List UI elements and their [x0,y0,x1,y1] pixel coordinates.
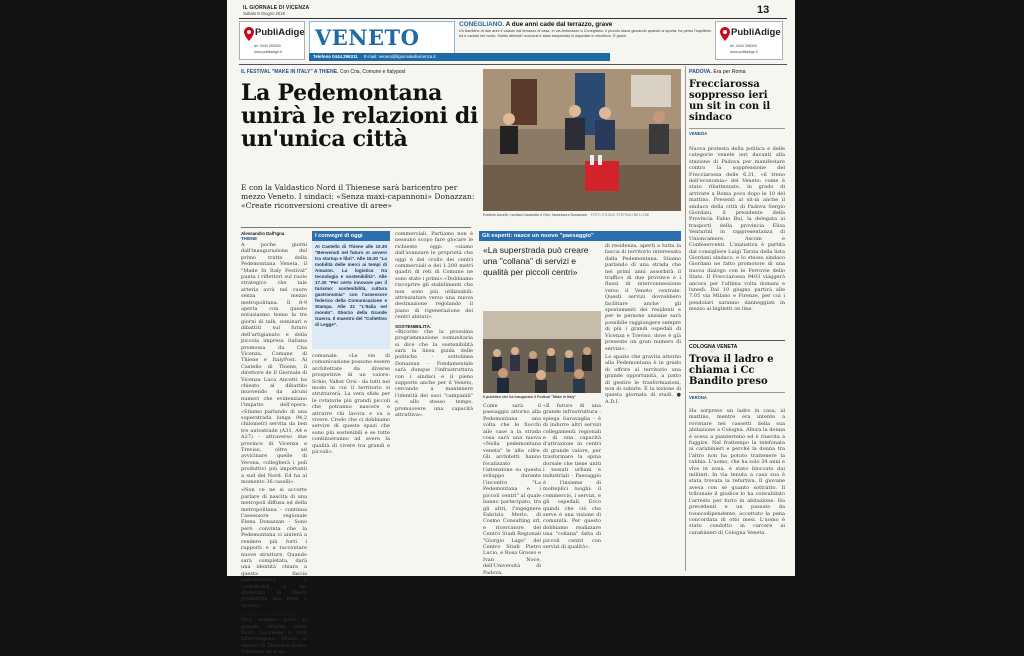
main-kicker-rest: Con Cna, Comune e Italypost [339,69,406,75]
experts-title: Gli esperti: nasce un nuovo "paesaggio" [479,231,681,241]
main-photo-credit: FOTO STUDIO STEFANO BELLONI [590,213,650,217]
main-photo [483,69,681,211]
main-col1-text-c: Non sempre però la grande riforma viene fuori. Lucchese e tutti intervengono. Grazie ai sindaci di Thiene e Schio-Valdagno ne è un [241,617,309,656]
main-col3-text-b: «Ricordo che la prossima programmazione comunitaria si dice che la sostenibilità sarà la linea guida delle politiche - sottolinea Donazzan - Fondamentale sarà dunque l'infrastruttura con i sindaci e il pieno supporto anche per il Veneto, cercando a mantenere l'identità dei suoi "campanili" e, allo stesso tempo, promuovere una capacità attrattiva». [395,328,475,418]
top-news-text: Un bambino di due anni è caduto dal terrazzo di casa, in via Antonazzo a Conegliano. Il piccolo stava giocando quando si sporta, ha perso l'equilibrio ed è caduto nel vuoto. Subito allertati i soccorsi è stato trasportato in ospedale in elicottero. È grave. [459,29,713,38]
main-photo-caption-row [483,213,681,217]
main-col3-text: commerciali. Partiamo non è nessuno scopo fare giocare le richieste oggi: «siamo dall'avanzare le proprietà che oggi è del crollo dei centri commerciali e dei 1.200 metri quadri di reti di Comune ne sono state i primi».«Dobbiamo riscoprire gli stabilimenti che non sono più utilizzabili: attrezzature verso una nuova destinazione regolando il piano di rigenerazione dei centri abitati». [395,231,475,321]
ad-right [715,21,783,60]
audience-photo [483,311,601,393]
main-col1-subheading: VICENZA O LONTANANZA? [241,612,302,618]
paper-date: Sabato 8 Giugno 2019 [243,11,285,16]
main-kicker [241,69,491,75]
main-headline: La Pedemontana unirà le relazioni di un'unica città [241,80,479,152]
main-col2-text: comunale. «Le vie di comunicazione possono essere architettate da diverse prospettive di un valore: Schio, Valter Orsi - da tutti nel modo in cui il territorio si strutturerà. La vera sfida per le rotatorie più grandi piccoli che potranno nascere e attrarre chi lavora e va a vivere. Credo che ci dobbiamo servire di queste spazi che sono più sostenibili e se tutte continueranno ad avere la qualità di vivere tra grandi e piccoli». [312,353,392,456]
top-news-heading [459,21,711,28]
section-phone: Telefono 0444.396311 [313,54,358,59]
main-col1-text-b: «Non ce ne si accorte parlare di nascita di una metropoli diffusa ed della metropolitana - continua l'assessore regionale Elena Donazzan - Sono però convinta che la Pedemontana ci aiuterà a rendere più forti i rapporti e a raccontare nuove strutture. Quando sarà completata, darà una identità chiara a questa fascia pedemontana, e contribuirà a far diventare la filiera produttiva più forte e vicina». [241,487,309,609]
sidebar-story-cologna [689,344,785,572]
top-news-headline: A due anni cade dal terrazzo, grave [505,21,613,28]
main-photo-caption: Roberto Ancetti, i sindaci Casarotto e Orsi, l'assessore Donazzan [483,213,587,217]
publiadige-logo-icon [244,26,254,40]
sidebar-story2-kicker: COLOGNA VENETA [689,344,738,350]
sidebar-story2-place: VERONA [689,395,707,400]
experts-quote: «La superstrada può creare una "collana" di servizi e qualità per piccoli centri» [483,245,589,277]
section-name: VENETO [315,25,420,50]
conference-photo-icon [483,69,681,211]
events-box [312,241,390,349]
experts-right-column [605,243,681,573]
paper-name: IL GIORNALE DI VICENZA [243,5,310,11]
ad-left [239,21,305,60]
experts-article [479,231,683,576]
main-byline-place: THIENE [241,236,258,241]
sidebar-story1-text: Nuova protesta della politica e delle categorie venete ieri davanti alla stazione di Padova per manifestare contro la soppressione del Frecciarossa delle 6.31, «il treno dell'economia» del Veneto: come è stato ribattezzato, in grado di arrivare a Roma poco dopo le 10 del mattino. Presenti al sit-in anche il sindaco della città di Padova Sergio Giordani, il presidente della Provincia Fabio Bui, la delegata ai trasporti della provincia Elisa Venturini in rappresentanza di Unioncamere, Ascom e Confesercenti. L'iniziativa è partita dal consigliere Luigi Tarzia della lista Giordani sindaco, e lo stesso sindaco Giordani ne fatto promotore di una nuova dialogo con le Ferrovie dello Stato. Il Frecciarossa 9403 viaggerà ancora per l'ultima volta domani e lunedì. Dal 10 giugno partirà alle 7.05 via Milano e Firenze, per cui i pendolari saranno danneggiati in mezzo ai biglietti on line. [689,146,787,313]
experts-photo-caption: Il pubblico che ha inaugurato il Festival "Make in Italy" [483,395,577,399]
events-box-text: AI Castello di Thiene alle 10.30 "Benvenuti nel futuro or avvero tra startup e libri". Alle 15.30 "La mobilità delle merci ai tempi di Amazon. La logistica tra tecnologia e sostenibilità". Alle 17.30 "Per certo innovare per il turismo: sostenibilità, cultura gastronomia" con l'assessore federico della Comunicazione e Stampa. Alle 21 "L'Italia nel mondo". Sborzo della Grande Guerra. Il maestro del "Collettivo di Legge". [315,244,389,327]
main-col1-text: A poche giorni dall'inaugurazione del primo tratto della Pedemontana Veneta, il "Made In Italy Festival" punta i riflettori sul ruolo strategico che tale arteria avrà nel cuore senza mezzo metropolitana. Il 8-9 aperta con questo entusiasmo tenne la tre giorni di talk, seminari e dibattiti sul futuro dell'artigianato e della piccola impresa italiana promossa da Cna Vicenza, Comune di Thiene e ItalyPost. Al Castello di Thiene, il direttore de Il Giornale di Vicenza Luca Ancetti ha chiesto al dibattito muovendo da alcuni numeri che evidenziano l'impatto dell'opera: «Stiamo parlando di una superstrada lunga 94,2 chilometri servita da ben tre autostrade (A31, A4 e A27) - attraverso due province di Vicenza e Treviso, oltre ad avvicinare quelle di Verona, collegherà i poli produttivi più importanti a sud del Nord. Ed ha al momento 36 caselli». [241,242,309,486]
top-news-kicker: CONEGLIANO. [459,21,505,28]
main-col3-subheading: SOSTENIBILITÀ. [395,323,432,329]
experts-col1-text: Come sarà il paesaggio attorno alla Pedemontana una volta che le fiocchi alle case a la strada cosa sarà una nuova «Nella pedemontana veneta" le alte cifre. Gli architetti hanno focalizzato l'attenzione su questa sviluppo durante l'incontro "La Pedemontana e i piccoli centri" al quale hanno partecipato, tra gli altri, l'ingegnere Fabrizio Merlo, di Cosmo Consulting srl, e ricercatore del Centro Studi Regionali "Giorgio Lago" del Centro Studi Pietro Lucio, e Rosa Grosso e Ivan Noce, dell'Università di Padova. [483,403,543,576]
newspaper-page [227,0,795,656]
section-email: E-mail: veneto@ilgiornaledivicenza.it [363,54,436,59]
sidebar-story-padova [689,69,785,337]
ad-tel: tel. 0444 396300 [730,44,757,48]
events-box-title: I convegni di oggi [312,231,390,241]
audience-photo-icon [483,311,601,393]
ad-tel: tel. 0444 396300 [254,44,281,48]
ad-brand: PubliAdige [731,27,781,38]
sidebar-story1-kicker-rest: Era per Roma [713,69,746,75]
main-subhead: E con la Valdastico Nord il Thienese sarà baricentro per mezzo Veneto. I sindaci: «Senza maxi-capannoni» Donazzan: «Create riconversioni creative di aree» [241,183,475,210]
experts-col1 [483,403,543,576]
section-contact-bar [309,53,610,61]
main-kicker-event: IL FESTIVAL "MAKE IN ITALY" A THIENE. [241,69,339,75]
sidebar-story1-kicker-row [689,69,785,75]
ad-brand: PubliAdige [255,27,305,38]
sidebar-story1-place: VENEZIA [689,131,708,136]
sidebar-story1-kicker: PADOVA. [689,69,712,75]
experts-end-text: Lo spazio che gravita attorno alla Pedemontana è in grado di offrire al territorio una grande opportunità, a patto di gestire le trasformazioni, non di subirle. È la lezione di questa giornata di studi. ● A.D.I. [605,353,683,405]
sidebar-story2-headline: Trova il ladro e chiama i Cc Bandito preso [689,354,774,387]
main-byline: Alessandro Dall'Igna [241,231,285,236]
page-number: 13 [757,4,770,16]
main-column-2 [312,231,390,571]
experts-col2 [543,403,601,571]
main-column-1 [241,231,309,656]
ad-url: www.publiadige.it [730,50,758,54]
experts-col3-text: di residenza, aperti a tutta la fascia di territorio interessata dalla Pedemontana. Stiamo parlando di una strada che nei primi anni assorbirà il traffico di due province e i flussi di interconnessione verso il Veneto centrale. Questi servizi dovrebbero facilitare anche gli spostamenti dei residenti e per le persone anziane sarà possibile raggiungere sempre di più i grandi ospedali di Vicenza e Treviso, dove è già presente un gran numero di servizi». [605,243,683,352]
top-news [459,21,711,52]
main-column-3 [395,231,473,571]
ad-url: www.publiadige.it [254,50,282,54]
sidebar-story1-headline: Frecciarossa soppresso ieri un sit in con il sindaco [689,79,771,123]
sidebar-story2-text: Ha sorpreso un ladro in casa, al mattino, mentre era intento a rovistare nei cassetti della sua abitazione a Cologna. Allora la donna è scesa a pianterreno ed è riuscita a fuggire. Nel frattempo la telefonata ai carabinieri e perché la donna tra l'altro non ha potuto trattenere la rabbia. L'uomo, che ha solo 34 anni e vive in zona, è stato bloccato dai militari. In via tenuta a casa sua è stata trovata la refurtiva. Il giovane aveva con sé quanto sottratto. Il tribunale il giudice lo ha convalidato l'arresto per furto in abitazione. Ha precedenti e un passato da tossicodipendente, accettato la pena concordata di otto mesi. L'uomo è stato condotto in carcere ai carabinieri di Cologna Veneta. [689,408,787,536]
experts-col2-text: «Il futuro di una grande infrastruttura - spiega Garavaglia - è di indurre altri servizi collegamenti regionali e di una capacità d'attrazione in centri di grande valore, per trasformare la spina dorsale che tiene uniti i tessuti urbani e industriali - Paesaggio è l'insieme di molteplici luoghi: il commercio, i servizi, e gli ospedali. Ecco quindi che ciò che serve è una visione di comunità. Per questo dobbiamo realizzare una "collana" fatta di piccoli centri con servizi di qualità». [543,403,603,550]
publiadige-logo-icon [720,26,730,40]
